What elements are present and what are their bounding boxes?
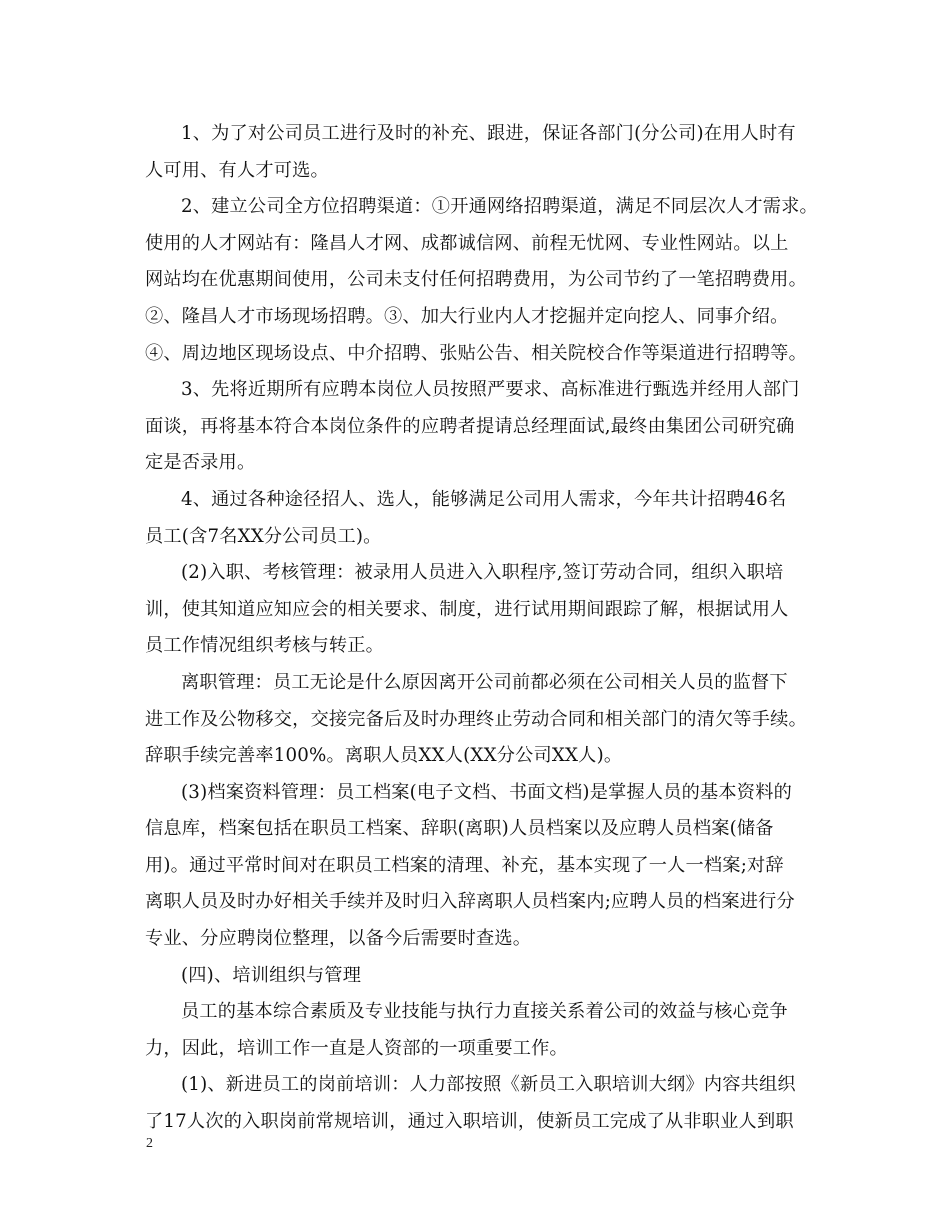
text-line: 了17人次的入职岗前常规培训，通过入职培训，使新员工完成了从非职业人到职 <box>145 1111 794 1133</box>
section-heading: (四)、培训组织与管理 <box>181 964 362 986</box>
text-line: 离职管理：员工无论是什么原因离开公司前都必须在公司相关人员的监督下 <box>181 671 788 693</box>
text-line: ④、周边地区现场设点、中介招聘、张贴公告、相关院校合作等渠道进行招聘等。 <box>145 342 807 364</box>
text-line: (2)入职、考核管理：被录用人员进入入职程序,签订劳动合同，组织入职培 <box>181 562 784 584</box>
page-number: 2 <box>146 1136 153 1151</box>
text-line: 2、建立公司全方位招聘渠道：①开通网络招聘渠道，满足不同层次人才需求。 <box>181 196 818 218</box>
text-line: 离职人员及时办好相关手续并及时归入辞离职人员档案内;应聘人员的档案进行分 <box>145 891 795 913</box>
text-line: 进工作及公物移交，交接完备后及时办理终止劳动合同和相关部门的清欠等手续。 <box>145 708 807 730</box>
text-line: 专业、分应聘岗位整理，以备今后需要时查选。 <box>145 928 532 950</box>
text-line: 信息库，档案包括在职员工档案、辞职(离职)人员档案以及应聘人员档案(储备 <box>145 818 774 840</box>
text-line: 训，使其知道应知应会的相关要求、制度，进行试用期间跟踪了解，根据试用人 <box>145 598 789 620</box>
text-line: 辞职手续完善率100%。离职人员XX人(XX分公司XX人)。 <box>145 745 623 767</box>
text-line: 力，因此，培训工作一直是人资部的一项重要工作。 <box>145 1037 568 1059</box>
text-line: 面谈，再将基本符合本岗位条件的应聘者提请总经理面试,最终由集团公司研究确 <box>145 415 795 437</box>
text-line: 人可用、有人才可选。 <box>145 159 329 181</box>
text-line: 员工的基本综合素质及专业技能与执行力直接关系着公司的效益与核心竞争 <box>181 1001 788 1023</box>
text-line: 3、先将近期所有应聘本岗位人员按照严要求、高标准进行甄选并经用人部门 <box>181 379 800 401</box>
text-line: 员工(含7名XX分公司员工)。 <box>145 525 382 547</box>
text-line: ②、隆昌人才市场现场招聘。③、加大行业内人才挖掘并定向挖人、同事介绍。 <box>145 305 789 327</box>
document-body <box>145 116 835 1141</box>
text-line: 使用的人才网站有：隆昌人才网、成都诚信网、前程无忧网、专业性网站。以上 <box>145 232 789 254</box>
text-line: 定是否录用。 <box>145 452 256 474</box>
text-line: 网站均在优惠期间使用，公司未支付任何招聘费用，为公司节约了一笔招聘费用。 <box>145 269 807 291</box>
text-line: 4、通过各种途径招人、选人，能够满足公司用人需求，今年共计招聘46名 <box>181 488 787 510</box>
text-line: (1)、新进员工的岗前培训：人力部按照《新员工入职培训大纲》内容共组织 <box>181 1074 796 1096</box>
text-line: 1、为了对公司员工进行及时的补充、跟进，保证各部门(分公司)在用人时有 <box>181 123 796 144</box>
text-line: (3)档案资料管理：员工档案(电子文档、书面文档)是掌握人员的基本资料的 <box>181 781 792 803</box>
text-line: 员工作情况组织考核与转正。 <box>145 635 385 657</box>
text-line: 用)。通过平常时间对在职员工档案的清理、补充，基本实现了一人一档案;对辞 <box>145 854 784 876</box>
